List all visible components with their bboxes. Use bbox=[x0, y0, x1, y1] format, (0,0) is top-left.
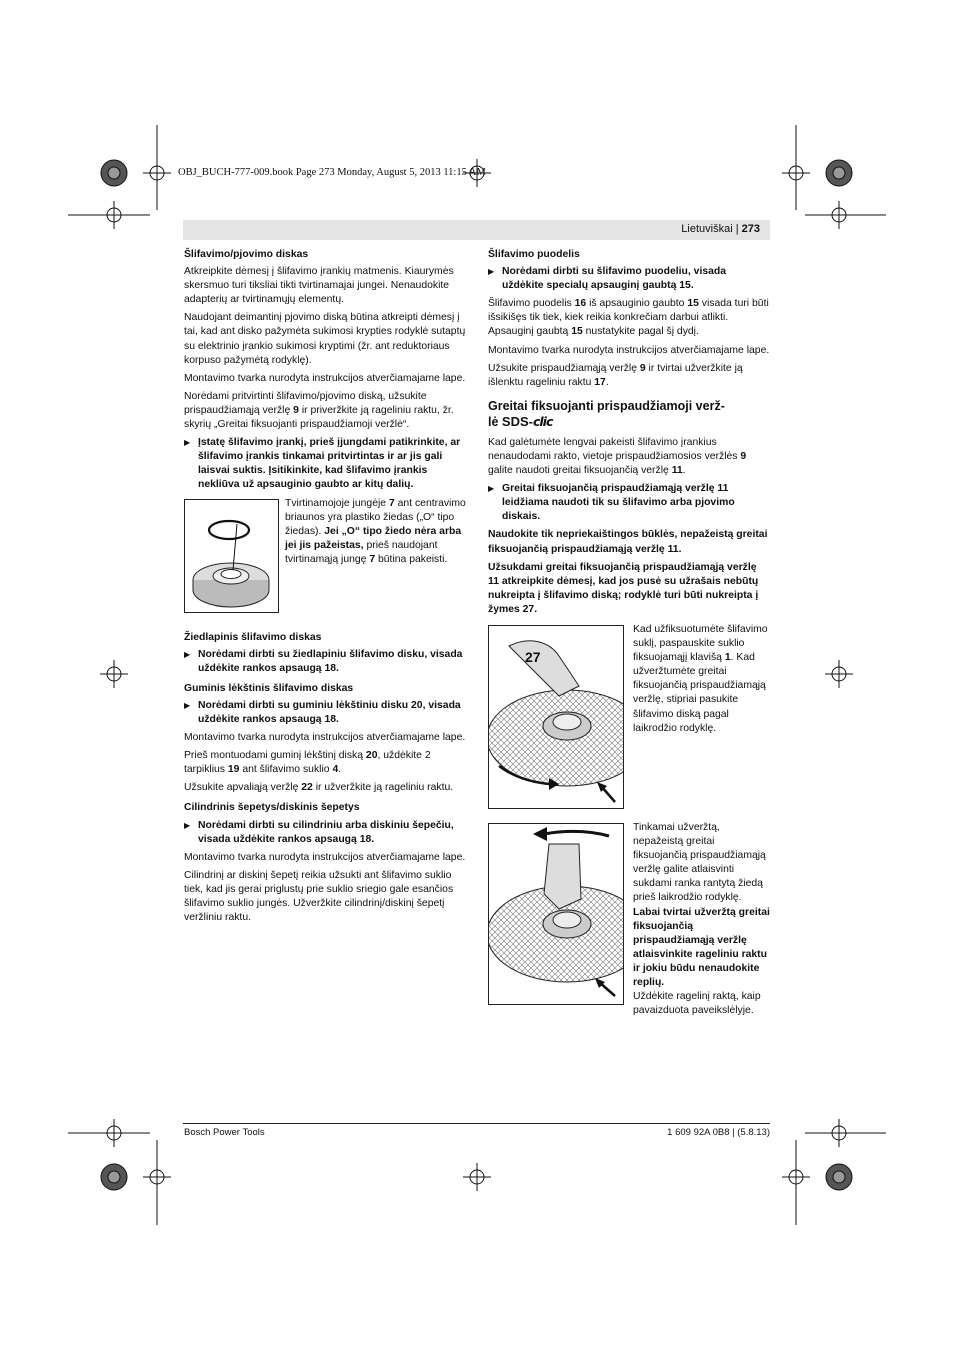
o-ring-flange-illustration bbox=[185, 500, 278, 612]
sds-clic-logo: clic bbox=[532, 413, 553, 429]
text: . bbox=[682, 465, 686, 477]
section-heading-grinding-disc: Šlifavimo/pjovimo diskas bbox=[184, 249, 309, 260]
section-heading-sds-clic bbox=[488, 398, 770, 430]
ref-number: 15 bbox=[687, 298, 699, 310]
ref-number: 7 bbox=[388, 497, 395, 509]
footer-brand: Bosch Power Tools bbox=[184, 1127, 265, 1138]
left-column bbox=[184, 248, 467, 929]
paragraph: Montavimo tvarka nurodyta instrukcijos atverčiamajame lape. bbox=[488, 344, 770, 356]
text: Tvirtinamojoje jungėje bbox=[285, 497, 389, 509]
ref-number: 22 bbox=[301, 782, 313, 794]
text: nustatykite pagal šį dydį. bbox=[582, 326, 699, 338]
ref-number: 9 bbox=[639, 362, 646, 374]
heading-line: Greitai fiksuojanti prispaudžiamoji verž- bbox=[488, 398, 725, 413]
ref-number: 11 bbox=[671, 465, 683, 477]
figure-o-ring-block bbox=[184, 499, 467, 617]
text: Uždėkite ragelinį raktą, kaip pavaizduota paveikslėlyje. bbox=[633, 991, 761, 1017]
warning-bullet: ▶ Norėdami dirbti su žiedlapiniu šlifavimo disku, visada uždėkite rankos apsaugą 18. bbox=[184, 648, 467, 676]
paragraph: Naudokite tik nepriekaištingos būklės, nepažeistą greitai fiksuojančią prispaudžiamąją veržlę 11. bbox=[488, 529, 768, 555]
ref-number: 4 bbox=[332, 764, 339, 776]
warning-text: Jei „O“ tipo žiedo nėra arba jei jis pažeistas, bbox=[285, 525, 462, 551]
warning-bullet: ▶ Norėdami dirbti su šlifavimo puodeliu, visada uždėkite specialų apsauginį gaubtą 15. bbox=[488, 265, 770, 293]
ref-number: 17 bbox=[594, 376, 606, 388]
text: Tinkamai užveržtą, nepažeistą greitai fiksuojančią prispaudžiamąją veržlę galite atlaisvinti sukdami ranka rantytą žiedą prieš laikrodžio rodyklę. bbox=[633, 821, 766, 904]
page-number: 273 bbox=[741, 223, 760, 235]
paragraph bbox=[184, 749, 467, 777]
figure-loosen-caption bbox=[633, 821, 770, 1018]
page-header-label: Lietuviškai | 273 bbox=[681, 223, 760, 235]
warning-bullet: ▶ Norėdami dirbti su guminiu lėkštiniu disku 20, visada uždėkite rankos apsaugą 18. bbox=[184, 699, 467, 727]
text: Norėdami pritvirtinti šlifavimo/pjovimo diską, užsukite prispaudžiamąją veržlę bbox=[184, 390, 427, 416]
paragraph: Atkreipkite dėmesį į šlifavimo įrankių matmenis. Kiaurymės skersmuo turi tiksliai tikti tvirtinamajai jungei. Nenaudokite adapterių ar tvirtinamųjų elementų. bbox=[184, 266, 454, 306]
figure-o-ring-caption bbox=[285, 497, 467, 567]
text: iš apsauginio gaubto bbox=[586, 298, 688, 310]
paragraph bbox=[184, 781, 467, 795]
paragraph: Montavimo tvarka nurodyta instrukcijos atverčiamajame lape. bbox=[184, 851, 466, 863]
figure-label-27: 27 bbox=[525, 648, 541, 665]
text: Kad galėtumėte lengvai pakeisti šlifavimo įrankius nenaudodami rakto, vietoje prispaudžiamosios veržlės bbox=[488, 436, 741, 462]
figure-tighten-caption bbox=[633, 623, 770, 736]
text: ir tvirtai užveržkite ją išlenktu rageliniu raktu bbox=[488, 362, 743, 388]
text: galite naudoti greitai fiksuojančią veržlę bbox=[488, 465, 672, 477]
text: Šlifavimo puodelis bbox=[488, 298, 575, 310]
figure-tighten-block bbox=[488, 625, 770, 817]
text: , uždėkite 2 tarpiklius bbox=[184, 750, 431, 776]
text: būtina pakeisti. bbox=[375, 553, 448, 565]
ref-number: 15 bbox=[571, 326, 583, 338]
text: Kad užfiksuotumėte šlifavimo suklį, paspauskite suklio fiksuojamąjį klavišą bbox=[633, 623, 768, 664]
warning-bullet: ▶ Norėdami dirbti su cilindriniu arba diskiniu šepečiu, visada uždėkite rankos apsaugą 18. bbox=[184, 819, 467, 847]
figure-tighten-nut bbox=[488, 625, 624, 809]
text: . Kad užveržtumėte greitai fiksuojančią prispaudžiamąją veržlę, stipriai pasukite šlifavimo diską pagal laikrodžio rodyklę. bbox=[633, 652, 766, 734]
ref-number: 16 bbox=[574, 298, 587, 310]
text: lė bbox=[488, 414, 502, 429]
warning-bullet: ▶ Greitai fiksuojančią prispaudžiamąją veržlę 11 leidžiama naudoti tik su šlifavimo arba pjovimo diskais. bbox=[488, 482, 770, 524]
ref-number: 9 bbox=[740, 450, 747, 462]
figure-loosen-nut bbox=[488, 823, 624, 1005]
text: ir priveržkite ją rageliniu raktu, žr. skyrių „Greitai fiksuojanti prispaudžiamoji veržlė“. bbox=[184, 404, 454, 431]
language-label: Lietuviškai bbox=[681, 223, 733, 235]
heading-line bbox=[488, 414, 770, 430]
page-header-bar bbox=[183, 220, 770, 240]
text: prieš naudojant tvirtinamąją jungę bbox=[285, 539, 438, 565]
text: . bbox=[605, 376, 609, 388]
paragraph bbox=[488, 362, 770, 390]
paragraph bbox=[488, 436, 770, 478]
paragraph: Naudojant deimantinį pjovimo diską būtina atkreipti dėmesį į tai, kad ant disko pažymėta sukimosi krypties rodyklė sutaptų su elektrinio įrankio sukimosi kryptimi (žr. ant reduktoriaus korpuso pažymėtą rodyklę). bbox=[184, 312, 466, 366]
ref-number: 7 bbox=[369, 553, 376, 565]
paragraph: Užsukdami greitai fiksuojančią prispaudžiamąją veržlę 11 atkreipkite dėmesį, kad jos pusė su užrašais nebūtų nukreipta į šlifavimo diską; rodyklė turi būti nukreipta į žymes 27. bbox=[488, 561, 759, 615]
text: Užsukite prispaudžiamąją veržlę bbox=[488, 362, 640, 374]
footer-divider bbox=[183, 1123, 770, 1124]
text: ant centravimo briaunos yra plastiko žiedas („O“ tipo žiedas). bbox=[285, 497, 466, 537]
paragraph: Cilindrinį ar diskinį šepetį reikia užsukti ant šlifavimo suklio tiek, kad jis gerai priglustų prie suklio sriegio gale esančios šlifavimo suklio jungės. Užveržkite cilindrinį/diskinį šepetį veržliniu raktu. bbox=[184, 869, 454, 924]
right-column bbox=[488, 248, 770, 1017]
text: Užsukite apvaliąją veržlę bbox=[184, 782, 302, 794]
text: . bbox=[338, 764, 342, 776]
ref-number: 20 bbox=[365, 750, 378, 762]
ref-number: 19 bbox=[227, 764, 240, 776]
ref-number: 1 bbox=[724, 652, 731, 664]
file-header: OBJ_BUCH-777-009.book Page 273 Monday, August 5, 2013 11:15 AM bbox=[178, 167, 486, 178]
warning-bullet: ▶ Įstatę šlifavimo įrankį, prieš įjungdami patikrinkite, ar šlifavimo įrankis tinkamai pritvirtintas ir ar jis gali laisvai suktis. Įsitikinkite, kad šlifavimo įrankis nekliūva už apsauginio gaubto ar kitų dalių. bbox=[184, 436, 467, 492]
warning-text: Labai tvirtai užveržtą greitai fiksuojančią prispaudžiamąją veržlę atlaisvinkite rageliniu raktu ir jokiu būdu nenaudokite replių. bbox=[633, 906, 770, 988]
paragraph: Montavimo tvarka nurodyta instrukcijos atverčiamajame lape. bbox=[184, 732, 466, 744]
section-heading-cup-wheel: Šlifavimo puodelis bbox=[488, 249, 580, 260]
text: ir užveržkite ją rageliniu raktu. bbox=[312, 782, 454, 794]
figure-o-ring bbox=[184, 499, 279, 613]
figure-loosen-block bbox=[488, 821, 770, 1017]
section-heading-rubber-disc: Guminis lėkštinis šlifavimo diskas bbox=[184, 682, 354, 694]
paragraph bbox=[184, 390, 467, 432]
text: ant šlifavimo suklio bbox=[239, 764, 333, 776]
ref-number: 9 bbox=[293, 404, 299, 416]
section-heading-flap-disc: Žiedlapinis šlifavimo diskas bbox=[184, 631, 322, 643]
text: Prieš montuodami guminį lėkštinį diską bbox=[184, 750, 366, 762]
sds-label: SDS- bbox=[501, 413, 533, 429]
section-heading-brush: Cilindrinis šepetys/diskinis šepetys bbox=[184, 802, 360, 814]
paragraph bbox=[488, 297, 770, 339]
paragraph: Montavimo tvarka nurodyta instrukcijos atverčiamajame lape. bbox=[184, 372, 466, 384]
tighten-nut-illustration bbox=[489, 626, 623, 808]
text: visada turi būti išsikišęs tik tiek, kiek reikia konkrečiam darbui atlikti. Apsauginį gaubtą bbox=[488, 298, 769, 338]
footer-doc-number: 1 609 92A 0B8 | (5.8.13) bbox=[667, 1127, 770, 1138]
loosen-nut-illustration bbox=[489, 824, 623, 1004]
